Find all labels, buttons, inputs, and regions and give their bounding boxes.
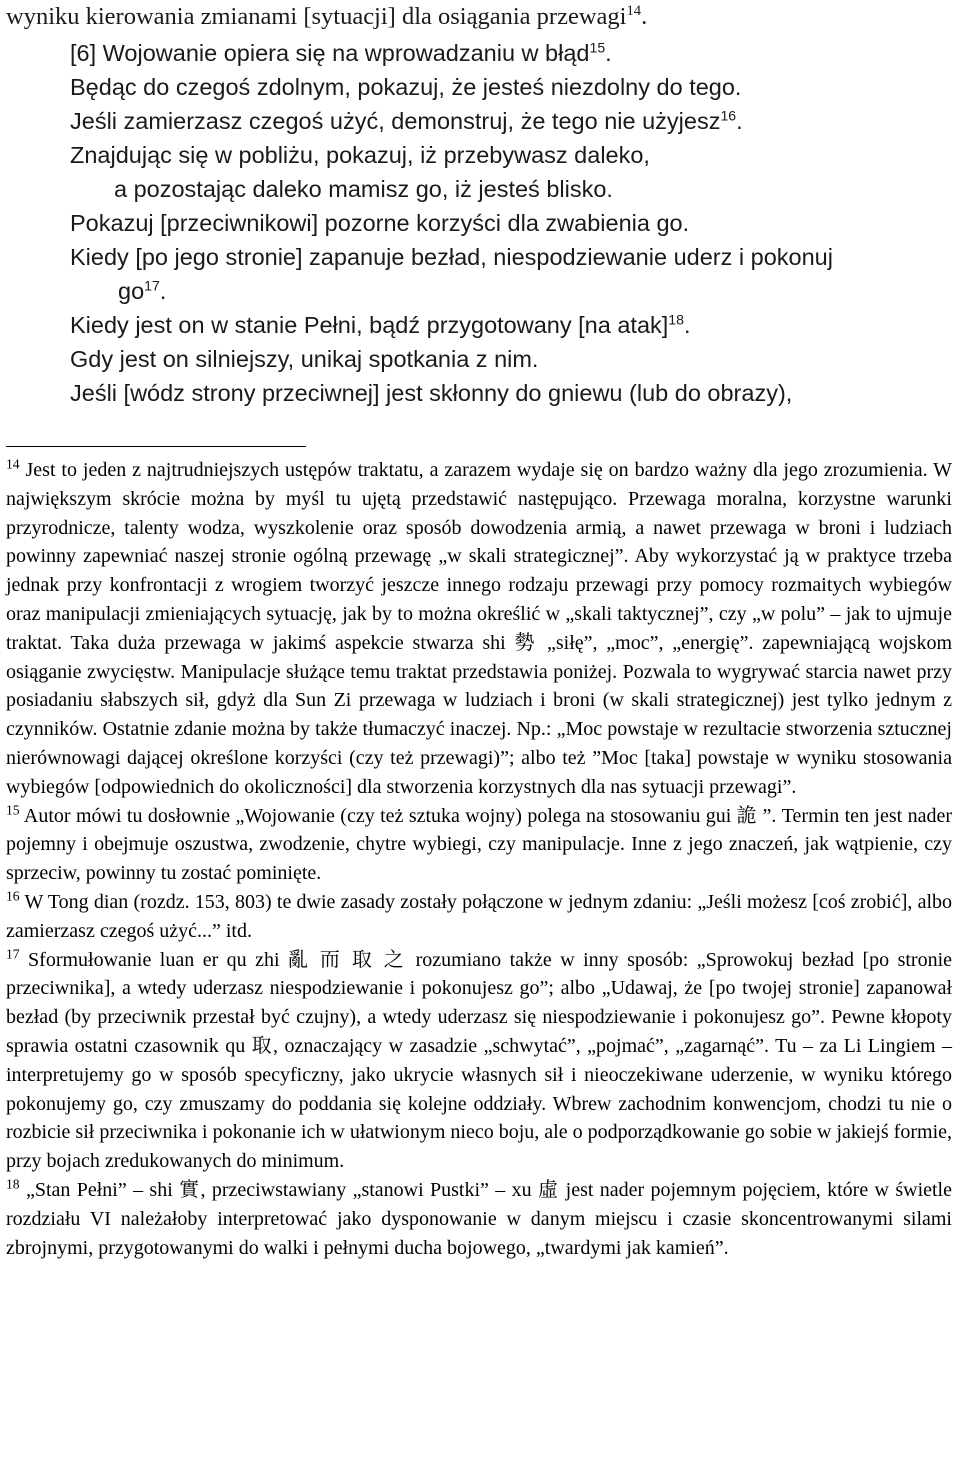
verse-line: Kiedy [po jego stronie] zapanuje bezład, niespodziewanie uderz i pokonuj — [70, 244, 833, 270]
verse-line: Jeśli [wódz strony przeciwnej] jest skłonny do gniewu (lub do obrazy), — [70, 380, 793, 406]
verse-line: Jeśli zamierzasz czegoś użyć, demonstruj, że tego nie użyjesz$^{16}$. — [70, 107, 743, 134]
verse-line: Kiedy jest on w stanie Pełni, bądź przygotowany [na atak]$^{18}$. — [70, 311, 691, 338]
verse-line: a pozostając daleko mamisz go, iż jesteś blisko. — [114, 176, 613, 202]
verse-line: Gdy jest on silniejszy, unikaj spotkania z nim. — [70, 346, 539, 372]
footnote-17 — [6, 946, 952, 1176]
verse-line: Pokazuj [przeciwnikowi] pozorne korzyści dla zwabienia go. — [70, 210, 690, 236]
footnote-text: „Stan Pełni” – shi 實, przeciwstawiany „stanowi Pustki” – xu 虛 jest nader pojemnym pojęciem, które w świetle rozdziału VI należałoby interpretować jako dysponowanie w danym miejscu i czasie skoncentrowanymi silami zbrojnymi, przygotowanymi do walki i pełnymi ducha bojowego, „twardymi jak kamień”. — [6, 1178, 952, 1259]
footnote-number: 18 — [6, 1176, 20, 1192]
footnote-15 — [6, 802, 952, 888]
verse-line: $go^{17}$. — [118, 277, 167, 304]
footnote-number: 16 — [6, 888, 20, 904]
footnote-14 — [6, 456, 952, 802]
footnote-number: 15 — [6, 802, 20, 818]
footnote-18 — [6, 1176, 952, 1262]
footnote-text: Autor mówi tu dosłownie „Wojowanie (czy też sztuka wojny) polega na stosowaniu gui 詭 ”. Termin ten jest nader pojemny i obejmuje oszustwa, zwodzenie, chytre wybiegi, czy manipulacje. Inne z jego znaczeń, jak wątpienie, czy sprzeciw, powinny tu zostać pominięte. — [6, 804, 952, 885]
verse-line: wyniku kierowania zmianami [sytuacji] dla osiągania przewagi$^{14}$. — [6, 3, 648, 30]
verse-line: Znajdując się w pobliżu, pokazuj, iż przebywasz daleko, — [70, 142, 650, 168]
footnotes — [6, 456, 952, 1262]
verse-line: [6] Wojowanie opiera się na wprowadzaniu w błąd$^{15}$. — [70, 39, 612, 66]
footnote-text: Sformułowanie luan er qu zhi 亂 而 取 之 rozumiano także w inny sposób: „Sprowokuj bezład [po stronie przeciwnika], a wtedy uderzasz niespodziewanie i pokonujesz go”; albo „Udawaj, że [po twojej stronie] zapanował bezład (by przeciwnik przestał być czujny), a wtedy uderzasz się niespodziewanie i pokonujesz go”. Pewne kłopoty sprawia ostatni czasownik qu 取, oznaczający w zasadzie „schwytać”, „pojmać”, „zagarnąć”. Tu – za Li Lingiem – interpretujemy go w sposób specyficzny, jako ukrycie własnych sił i nieoczekiwane uderzenie, w wyniku którego pokonujemy go, czy zmuszamy do poddania się kolejne oddziały. Wbrew zachodnim konwencjom, chodzi tu nie o rozbicie sił przeciwnika i pokonanie ich w ułatwionym nieco boju, ale o podporządkowanie go sobie w jakiejś formie, przy bojach zredukowanych do minimum. — [6, 948, 952, 1173]
footnote-16 — [6, 888, 952, 946]
verse-line: Będąc do czegoś zdolnym, pokazuj, że jesteś niezdolny do tego. — [70, 74, 742, 100]
footnote-number: 17 — [6, 946, 20, 962]
footnote-text: W Tong dian (rozdz. 153, 803) te dwie zasady zostały połączone w jednym zdaniu: „Jeśli możesz [coś zrobić], albo zamierzasz czegoś użyć...” itd. — [6, 890, 953, 942]
footnote-text: Jest to jeden z najtrudniejszych ustępów traktatu, a zarazem wydaje się on bardzo ważny dla jego zrozumienia. W największym skrócie można by myśl tu ujętą przedstawić następująco. Przewaga moralna, korzystne warunki przyrodnicze, talenty wodza, wyszkolenie oraz sposób dowodzenia armią, a nawet przewaga w broni i ludziach powinny zapewniać naszej stronie ogólną przewagę „w skali strategicznej”. Aby wykorzystać ją w praktyce trzeba jednak przy konfrontacji z wrogiem tworzyć jeszcze innego rodzaju przewagi przy pomocy rozmaitych wybiegów oraz manipulacji zmieniających sytuację, jak by to można określić w „skali taktycznej”, czy „w polu” – jak to ujmuje traktat. Taka duża przewaga w jakimś aspekcie stwarza shi 勢 „siłę”, „moc”, „energię”. zapewniającą wojskom osiąganie zwycięstw. Manipulacje służące temu traktat przedstawia poniżej. Pozwala to wygrywać starcia nawet przy posiadaniu słabszych sił, gdyż dla Sun Zi przewaga w ludziach i broni (w skali strategicznej) jest tylko jednym z czynników. Ostatnie zdanie można by także tłumaczyć inaczej. Np.: „Moc powstaje w rezultacie stworzenia sztucznej nierównowagi dającej określone korzyści (czy też przewagi)”; albo też ”Moc [taka] powstaje w wyniku stosowania wybiegów [odpowiednich do okoliczności] dla stworzenia korzystnych dla nas sytuacji przewagi”. — [6, 459, 953, 798]
footnote-number: 14 — [6, 456, 20, 472]
footnote-separator — [6, 446, 306, 447]
